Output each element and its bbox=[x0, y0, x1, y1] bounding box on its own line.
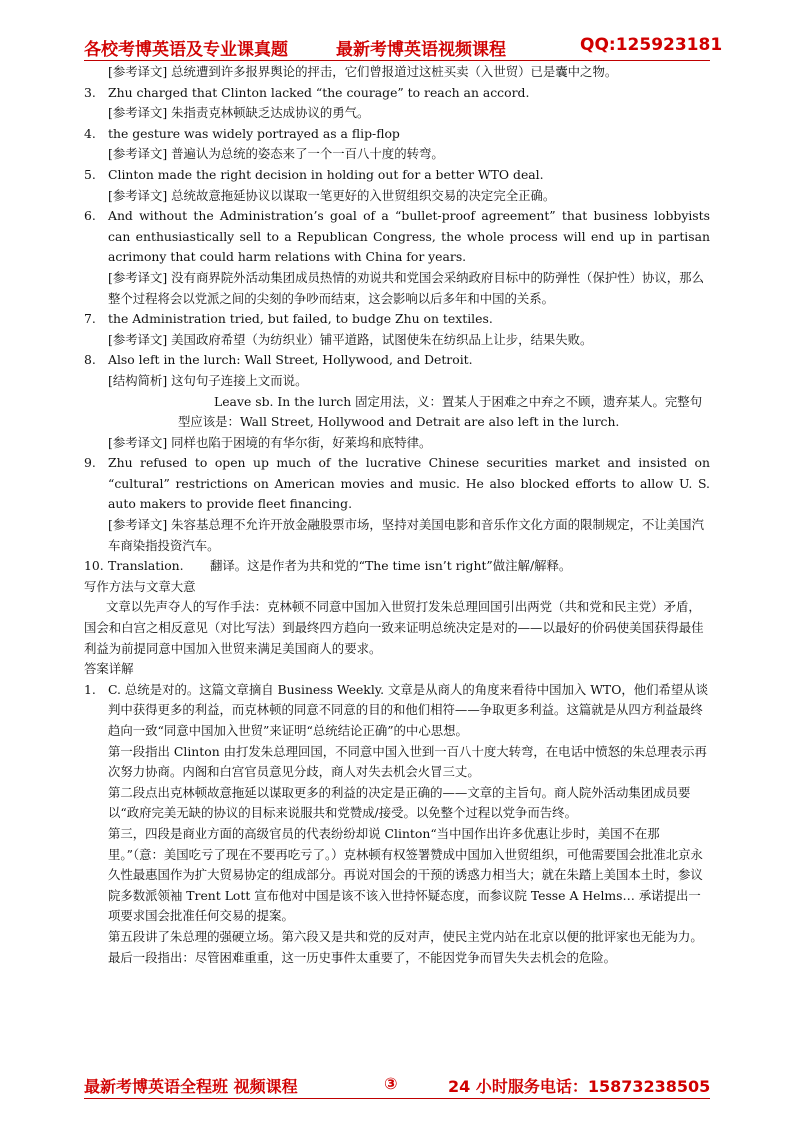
header-video-course-link[interactable]: 最新考博英语视频课程 bbox=[336, 40, 506, 60]
note-8-idiom: Leave sb. In the lurch 固定用法，义：置某人于困难之中弃之不顾，遗弃某人。完整句 bbox=[214, 393, 703, 409]
note-text: Zhu refused to open up much of the lucrative Chinese securities market and insisted on “cultural” restrictions on American movies and music. He also blocked efforts to allow U. S. auto makers to provide fleet financing. bbox=[108, 455, 710, 512]
note-7-translation: [参考译文] 美国政府希望（为纺织业）铺平道路，试图使朱在纺织品上让步，结果失败。 bbox=[108, 331, 593, 347]
note-number: 9. bbox=[84, 455, 96, 471]
note-text: the Administration tried, but failed, to budge Zhu on textiles. bbox=[108, 311, 493, 327]
note-number: 8. bbox=[84, 352, 96, 368]
writing-summary: 文章以先声夺人的写作手法：克林顿不同意中国加入世贸打发朱总理回国引出两党（共和党和民主党）矛盾，国会和白宫之相反意见（对比写法）到最终四方趋向一致来证明总统决定是对的——以最好的价码使美国获得最佳利益为前提同意中国加入世贸来满足美国商人的要求。 bbox=[84, 599, 704, 656]
note-text: And without the Administration’s goal of a “bullet-proof agreement” that business lobbyists can enthusiastically sell to a Republican Congress, the whole process will end up in partisan acrimony that could harm relations with China for years. bbox=[108, 208, 710, 265]
header-qq-contact: QQ:125923181 bbox=[580, 35, 723, 55]
answer-1-last-paragraph: 最后一段指出：尽管困难重重，这一历史事件太重要了，不能因党争而冒失失去机会的危险。 bbox=[108, 949, 617, 965]
section-title-answers: 答案详解 bbox=[84, 661, 134, 677]
note-5-english bbox=[84, 165, 710, 186]
section-title-writing: 写作方法与文章大意 bbox=[84, 578, 196, 594]
note-6-english bbox=[84, 206, 710, 268]
answer-number: 1. bbox=[84, 681, 96, 697]
answer-text: C. 总统是对的。这篇文章摘自 Business Weekly. 文章是从商人的角度来看待中国加入 WTO，他们希望从谈判中获得更多的利益，而克林顿的同意不同意的目的和他们相符——争取更多利益。这篇就是从四方利益最终趋向一致“同意中国加入世贸”来证明“总统结论正确”的中心思想。 bbox=[108, 681, 709, 738]
note-7-english bbox=[84, 309, 710, 330]
note-5-translation: [参考译文] 总统故意拖延协议以谋取一笔更好的入世贸组织交易的决定完全正确。 bbox=[108, 187, 556, 203]
note-10 bbox=[84, 556, 710, 577]
note-number: 3. bbox=[84, 84, 96, 100]
footer-course-link[interactable]: 最新考博英语全程班 视频课程 bbox=[84, 1077, 298, 1096]
page-footer bbox=[84, 1070, 710, 1099]
note-text: Clinton made the right decision in holding out for a better WTO deal. bbox=[108, 166, 544, 182]
note-label: Translation. bbox=[108, 558, 184, 574]
note-text: Also left in the lurch: Wall Street, Hollywood, and Detroit. bbox=[108, 352, 473, 368]
note-text: Zhu charged that Clinton lacked “the courage” to reach an accord. bbox=[108, 84, 530, 100]
note-8-structure: [结构简析] 这句句子连接上文而说。 bbox=[108, 372, 308, 388]
answer-1-paragraph-1: 第一段指出 Clinton 由打发朱总理回国，不同意中国入世到一百八十度大转弯，在电话中愤怒的朱总理表示再次努力协商。内阁和白宫官员意见分歧，商人对失去机会火冒三丈。 bbox=[108, 743, 707, 780]
note-text: 翻译。这是作者为共和党的“The time isn’t right”做注解/解释。 bbox=[210, 558, 572, 574]
note-9-english bbox=[84, 453, 710, 515]
document-body bbox=[84, 62, 710, 968]
note-3-english bbox=[84, 83, 710, 104]
note-6-translation: [参考译文] 没有商界院外活动集团成员热情的劝说共和党国会采纳政府目标中的防弹性（保护性）协议，那么整个过程将会以党派之间的尖刻的争吵而结束，这会影响以后多年和中国的关系。 bbox=[108, 269, 704, 306]
note-8-full-sentence: 型应该是：Wall Street, Hollywood and Detrait are also left in the lurch. bbox=[178, 414, 620, 430]
header-exam-papers-link[interactable]: 各校考博英语及专业课真题 bbox=[84, 40, 288, 60]
note-number: 10. bbox=[84, 558, 104, 574]
note-number: 4. bbox=[84, 125, 96, 141]
note-3-translation: [参考译文] 朱指责克林顿缺乏达成协议的勇气。 bbox=[108, 105, 370, 121]
note-9-translation: [参考译文] 朱容基总理不允许开放金融股票市场，坚持对美国电影和音乐作文化方面的限制规定，不让美国汽车商染指投资汽车。 bbox=[108, 517, 704, 553]
footer-phone-contact: 24 小时服务电话：15873238505 bbox=[448, 1077, 711, 1096]
note-number: 6. bbox=[84, 208, 96, 224]
note-text: the gesture was widely portrayed as a flip-flop bbox=[108, 125, 400, 141]
page-number: ③ bbox=[384, 1074, 398, 1093]
note-number: 7. bbox=[84, 311, 96, 327]
answer-1 bbox=[84, 680, 710, 742]
answer-1-paragraph-3-4: 第三，四段是商业方面的高级官员的代表纷纷却说 Clinton“当中国作出许多优惠让步时，美国不在那里。”（意：美国吃亏了现在不要再吃亏了。）克林顿有权签署赞成中国加入世贸组织，可他需要国会批准北京永久性最惠国作为扩大贸易协定的组成部分。再说对国会的干预的诱惑力相当大；就在朱踏上美国本土时，参议院多数派领袖 Trent Lott 宣布他对中国是该不该入世持怀疑态度，而参议院 Tesse A Helms… 承诺提出一项要求国会批准任何交易的提案。 bbox=[108, 825, 703, 924]
answer-1-paragraph-5-6: 第五段讲了朱总理的强硬立场。第六段又是共和党的反对声，使民主党内站在北京以便的批评家也无能为力。 bbox=[108, 928, 703, 944]
answer-1-paragraph-2: 第二段点出克林顿故意拖延以谋取更多的利益的决定是正确的——文章的主旨句。商人院外活动集团成员要以“政府完美无缺的协议的目标来说服共和党赞成/接受。以免整个过程以党争而告终。 bbox=[108, 784, 691, 821]
note-8-english bbox=[84, 350, 710, 371]
note-4-english bbox=[84, 124, 710, 145]
note-4-translation: [参考译文] 普遍认为总统的姿态来了一个一百八十度的转弯。 bbox=[108, 146, 444, 162]
page-header bbox=[84, 30, 723, 61]
note-2-translation: [参考译文] 总统遭到许多报界舆论的抨击，它们曾报道过这桩买卖（入世贸）已是囊中之物。 bbox=[108, 64, 618, 79]
note-8-translation: [参考译文] 同样也陷于困境的有华尔街，好莱坞和底特律。 bbox=[108, 434, 432, 450]
note-number: 5. bbox=[84, 166, 96, 182]
